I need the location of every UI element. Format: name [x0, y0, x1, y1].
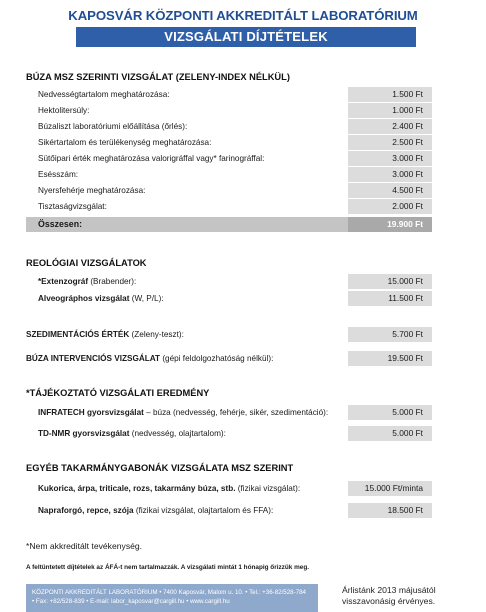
row-label-bold: SZEDIMENTÁCIÓS ÉRTÉK: [26, 330, 130, 339]
row-label: Hektolitersúly:: [38, 106, 90, 115]
row-label: [26, 291, 348, 306]
page-title: KAPOSVÁR KÖZPONTI AKKREDITÁLT LABORATÓRIUM: [68, 8, 418, 23]
row-label-bold: BÚZA INTERVENCIÓS VIZSGÁLAT: [26, 354, 161, 363]
price-row: [26, 405, 432, 420]
row-price: 4.500 Ft: [348, 183, 432, 198]
row-label: [26, 327, 348, 342]
row-price: 5.700 Ft: [348, 327, 432, 342]
section-title-rheology: REOLÓGIAI VIZSGÁLATOK: [26, 258, 147, 268]
row-label: [26, 426, 348, 441]
row-label: Búzaliszt laboratóriumi előállítása (őrlés):: [38, 122, 188, 131]
row-label-bold: Napraforgó, repce, szója: [38, 506, 134, 515]
row-label: [26, 503, 348, 518]
row-label-rest: (Brabender):: [88, 277, 137, 286]
row-price: 18.500 Ft: [348, 503, 432, 518]
vat-note: A feltüntetett díjtételek az ÁFÁ-t nem tartalmazzák. A vizsgálati mintát 1 hónapig őrizzük meg.: [26, 564, 310, 571]
row-price: 2.400 Ft: [348, 119, 432, 134]
row-price: 3.000 Ft: [348, 151, 432, 166]
price-row: [26, 103, 432, 118]
row-label-bold: *Extenzográf: [38, 277, 89, 286]
price-row: [26, 119, 432, 134]
row-label-rest: (fizikai vizsgálat, olajtartalom és FFA):: [133, 506, 274, 515]
row-label-rest: (Zeleny-teszt):: [129, 330, 184, 339]
non-accredited-note: *Nem akkreditált tevékenység.: [26, 541, 143, 551]
price-row: [26, 135, 432, 150]
total-row: [26, 217, 432, 232]
row-label: [26, 405, 348, 420]
row-price: 5.000 Ft: [348, 405, 432, 420]
row-label: Sütőipari érték meghatározása valorigráffal vagy* farinográffal:: [38, 154, 265, 163]
row-price: 2.000 Ft: [348, 199, 432, 214]
row-label-rest: (W, P/L):: [129, 294, 164, 303]
row-price: 15.000 Ft: [348, 274, 432, 289]
price-row: [26, 87, 432, 102]
page-subtitle-bar: VIZSGÁLATI DÍJTÉTELEK: [76, 27, 416, 47]
row-label-rest: – búza (nedvesség, fehérje, sikér, szedimentáció):: [143, 408, 329, 417]
section-title-wheat: BÚZA MSZ SZERINTI VIZSGÁLAT (ZELENY-INDEX NÉLKÜL): [26, 72, 290, 82]
row-label: [26, 481, 348, 496]
price-row: [26, 503, 432, 518]
price-row-sedimentation: [26, 327, 432, 342]
row-label-bold: Alveográphos vizsgálat: [38, 294, 130, 303]
row-label-bold: Kukorica, árpa, triticale, rozs, takarmány búza, stb.: [38, 484, 236, 493]
row-label-rest: (gépi feldolgozhatóság nélkül):: [160, 354, 274, 363]
price-row: [26, 481, 432, 496]
price-row: [26, 291, 432, 306]
row-price: 1.000 Ft: [348, 103, 432, 118]
validity-line-1: Árlistánk 2013 májusától: [342, 585, 436, 595]
row-price: 11.500 Ft: [348, 291, 432, 306]
validity-note: [342, 585, 436, 607]
footer-contact: [26, 584, 318, 612]
price-row: [26, 199, 432, 214]
row-label-bold: TD-NMR gyorsvizsgálat: [38, 429, 130, 438]
row-label-rest: (nedvesség, olajtartalom):: [129, 429, 226, 438]
row-price: 15.000 Ft/minta: [348, 481, 432, 496]
row-price: 2.500 Ft: [348, 135, 432, 150]
row-label: Nedvességtartalom meghatározása:: [38, 90, 170, 99]
total-label: Összesen:: [38, 219, 83, 229]
row-label: [26, 351, 348, 366]
row-label-rest: (fizikai vizsgálat):: [235, 484, 301, 493]
row-label: Sikértartalom és terülékenység meghatározása:: [38, 138, 212, 147]
row-label: Tisztaságvizsgálat:: [38, 202, 107, 211]
section-title-other: EGYÉB TAKARMÁNYGABONÁK VIZSGÁLATA MSZ SZERINT: [26, 463, 294, 473]
row-label: Nyersfehérje meghatározása:: [38, 186, 146, 195]
footer-line-2: • Fax: +82/528-839 • E-mail: labor_kaposvar@cargill.hu • www.cargill.hu: [32, 598, 230, 605]
validity-line-2: visszavonásig érvényes.: [342, 596, 436, 606]
section-title-indicative: *TÁJÉKOZTATÓ VIZSGÁLATI EREDMÉNY: [26, 388, 210, 398]
row-label: [26, 274, 348, 289]
row-price: 1.500 Ft: [348, 87, 432, 102]
price-row: [26, 183, 432, 198]
row-label: Esésszám:: [38, 170, 79, 179]
price-row: [26, 274, 432, 289]
row-price: 19.500 Ft: [348, 351, 432, 366]
row-label-bold: INFRATECH gyorsvizsgálat: [38, 408, 144, 417]
total-price: 19.900 Ft: [348, 217, 432, 232]
price-row: [26, 151, 432, 166]
price-row-intervention: [26, 351, 432, 366]
price-row: [26, 167, 432, 182]
footer-line-1: KÖZPONTI AKKREDITÁLT LABORATÓRIUM • 7400 Kaposvár, Malom u. 10. • Tel.: +36-82/528-784: [32, 589, 307, 596]
price-row: [26, 426, 432, 441]
row-price: 3.000 Ft: [348, 167, 432, 182]
row-price: 5.000 Ft: [348, 426, 432, 441]
